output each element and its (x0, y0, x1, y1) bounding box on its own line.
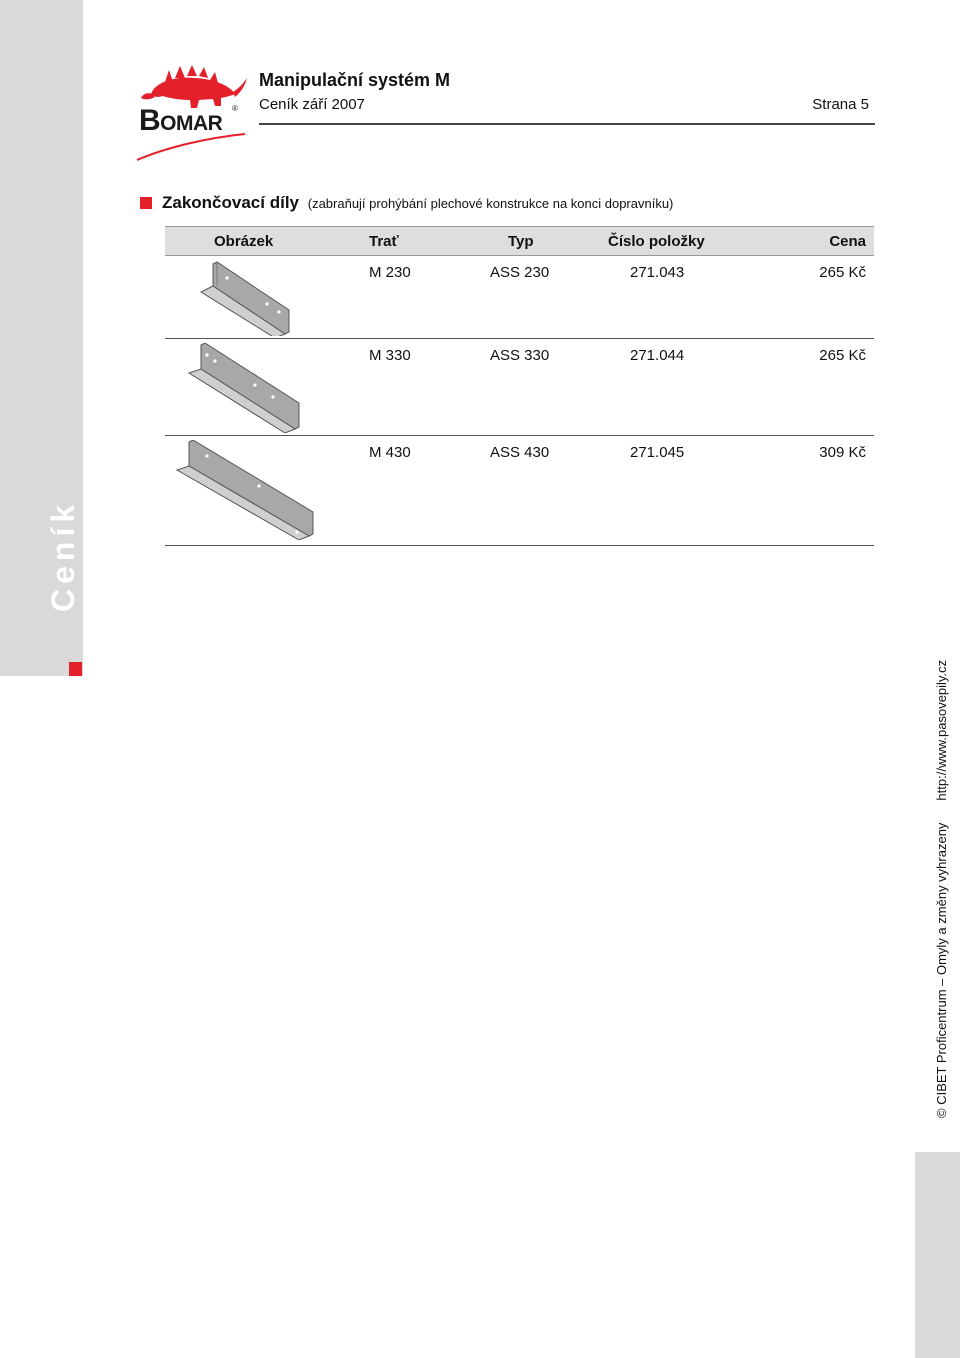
document-subtitle: Ceník září 2007 (259, 96, 365, 113)
end-piece-image (199, 260, 329, 336)
section-heading (162, 193, 673, 213)
cell-typ: ASS 230 (490, 264, 550, 281)
table-row (165, 256, 874, 339)
side-label: Ceník (45, 499, 81, 612)
side-red-marker (69, 662, 82, 676)
footer-url[interactable]: http://www.pasovepily.cz (934, 659, 949, 801)
document-title: Manipulační systém M (259, 70, 451, 90)
cell-cena: 309 Kč (819, 444, 866, 461)
cell-cislo: 271.043 (630, 264, 685, 281)
cell-cislo: 271.044 (630, 347, 685, 364)
section-red-marker (140, 197, 152, 209)
cell-typ: ASS 430 (490, 444, 550, 461)
cell-typ: ASS 330 (490, 347, 550, 364)
cell-cena: 265 Kč (819, 264, 866, 281)
table-row (165, 436, 874, 546)
column-header-trat: Trať (369, 233, 399, 250)
column-header-cislo: Číslo položky (608, 233, 705, 250)
cell-trat: M 330 (369, 347, 411, 364)
footer (934, 660, 949, 1118)
section-note: (zabraňují prohýbání plechové konstrukce na konci dopravníku) (307, 196, 674, 211)
column-header-obrazek: Obrázek (214, 233, 274, 250)
footer-copyright: © CIBET Proficentrum – Omyly a změny vyhrazeny (934, 822, 949, 1118)
cell-cena: 265 Kč (819, 347, 866, 364)
price-table (165, 226, 874, 546)
table-header (165, 226, 874, 256)
logo-wordmark: BOMAR (139, 104, 223, 137)
registered-mark: ® (232, 104, 238, 113)
header-rule (259, 123, 875, 125)
end-piece-image (187, 343, 307, 433)
bottom-side-bar (915, 1152, 960, 1358)
column-header-cena: Cena (829, 233, 866, 250)
cell-trat: M 430 (369, 444, 411, 461)
cell-cislo: 271.045 (630, 444, 685, 461)
end-piece-image (175, 440, 315, 540)
column-header-typ: Typ (508, 233, 534, 250)
table-row (165, 339, 874, 436)
page-number: Strana 5 (812, 96, 869, 113)
section-title: Zakončovací díly (162, 193, 299, 212)
cell-trat: M 230 (369, 264, 411, 281)
